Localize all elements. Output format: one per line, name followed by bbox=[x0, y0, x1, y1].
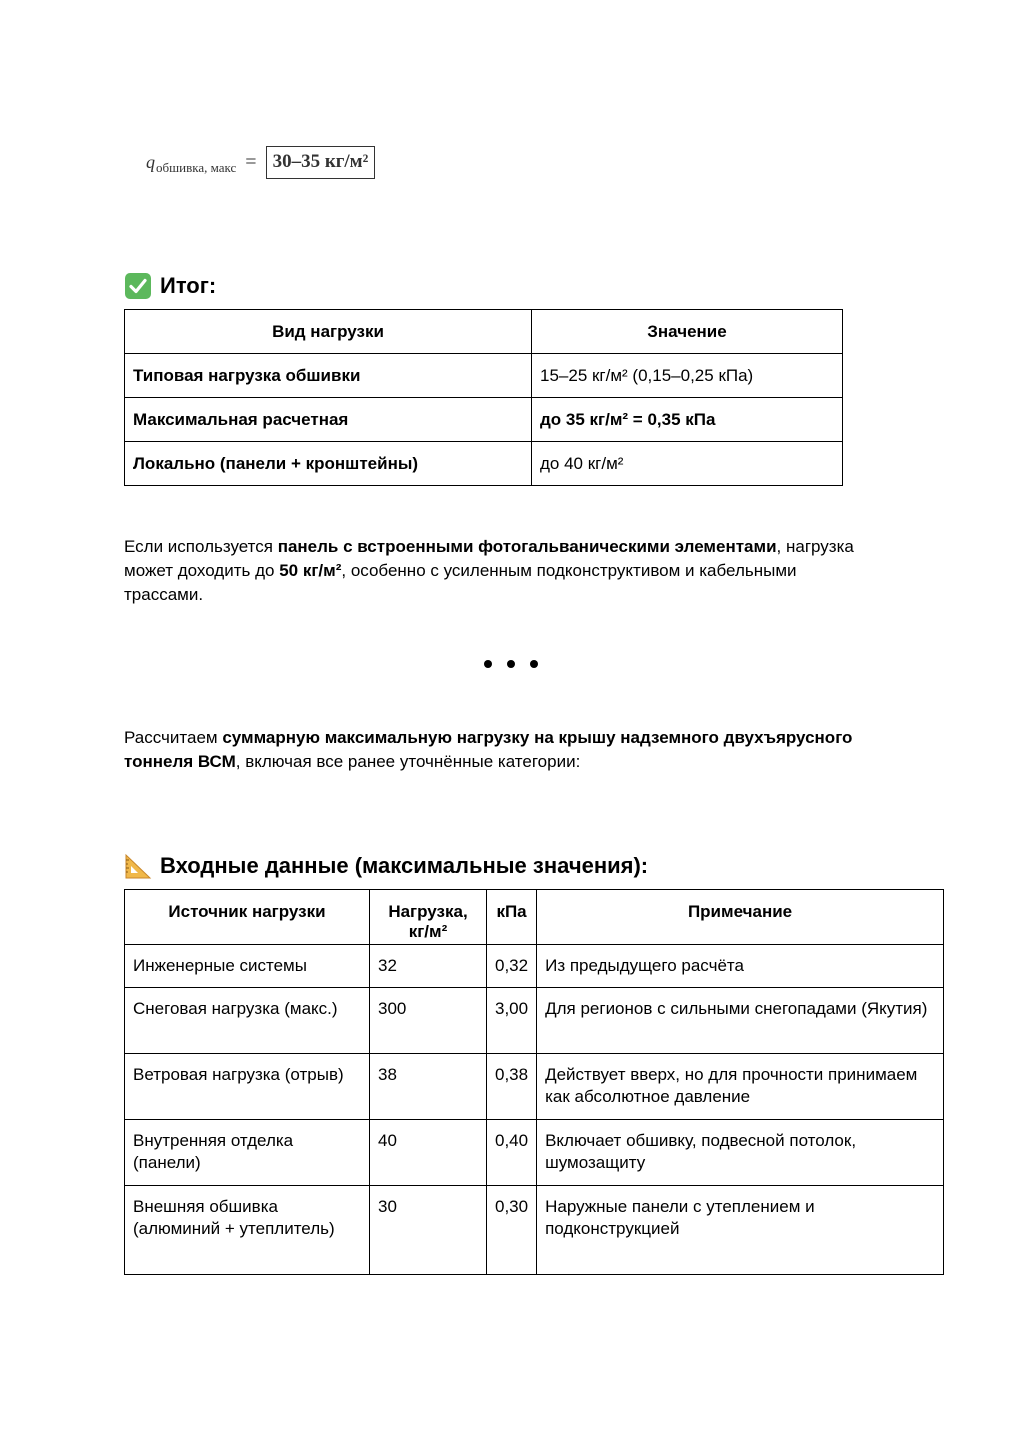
paragraph-calculation-intro bbox=[124, 726, 864, 774]
text: , включая все ранее уточнённые категории: bbox=[235, 752, 581, 771]
table-cell: 30 bbox=[370, 1186, 487, 1275]
dot bbox=[484, 660, 492, 668]
table-cell: Внешняя обшивка (алюминий + утеплитель) bbox=[125, 1186, 370, 1275]
table-cell: Действует вверх, но для прочности принимаем как абсолютное давление bbox=[537, 1054, 944, 1120]
table-header: Нагрузка, кг/м² bbox=[370, 890, 487, 945]
table-header: кПа bbox=[487, 890, 537, 945]
table-row bbox=[125, 442, 843, 486]
formula-equals: = bbox=[245, 151, 257, 173]
triangular-ruler-icon bbox=[124, 852, 152, 880]
table-cell: Локально (панели + кронштейны) bbox=[125, 442, 532, 486]
table-header: Вид нагрузки bbox=[125, 310, 532, 354]
section-separator bbox=[484, 660, 538, 668]
bold-text: суммарную максимальную нагрузку на крышу надземного двухъярусного тоннеля ВСМ bbox=[124, 728, 853, 771]
table-row bbox=[125, 945, 944, 988]
dot bbox=[507, 660, 515, 668]
table-cell: 300 bbox=[370, 988, 487, 1054]
table-cell: Для регионов с сильными снегопадами (Якутия) bbox=[537, 988, 944, 1054]
table-cell: 0,32 bbox=[487, 945, 537, 988]
table-cell: Снеговая нагрузка (макс.) bbox=[125, 988, 370, 1054]
table-cell: 3,00 bbox=[487, 988, 537, 1054]
table-cell: Из предыдущего расчёта bbox=[537, 945, 944, 988]
table-cell: Максимальная расчетная bbox=[125, 398, 532, 442]
formula-symbol: q bbox=[146, 152, 155, 172]
summary-heading bbox=[124, 272, 216, 300]
table-cell: Внутренняя отделка (панели) bbox=[125, 1120, 370, 1186]
table-header: Значение bbox=[532, 310, 843, 354]
bold-text: панель с встроенными фотогальваническими элементами bbox=[277, 537, 777, 556]
table-row bbox=[125, 988, 944, 1054]
table-header-row bbox=[125, 310, 843, 354]
table-cell: Наружные панели с утеплением и подконструкцией bbox=[537, 1186, 944, 1275]
table-cell: Инженерные системы bbox=[125, 945, 370, 988]
summary-title: Итог: bbox=[160, 273, 217, 298]
table-cell: 0,30 bbox=[487, 1186, 537, 1275]
check-mark-icon bbox=[124, 272, 152, 300]
formula-result-box: 30–35 кг/м² bbox=[266, 146, 376, 179]
dot bbox=[530, 660, 538, 668]
table-header-row bbox=[125, 890, 944, 945]
table-cell: 32 bbox=[370, 945, 487, 988]
inputs-heading bbox=[124, 852, 648, 880]
text: , нагрузка может доходить до bbox=[124, 537, 854, 580]
table-cell: Ветровая нагрузка (отрыв) bbox=[125, 1054, 370, 1120]
table-row bbox=[125, 1120, 944, 1186]
summary-table bbox=[124, 309, 843, 486]
table-cell: 38 bbox=[370, 1054, 487, 1120]
table-cell: Включает обшивку, подвесной потолок, шумозащиту bbox=[537, 1120, 944, 1186]
formula-subscript: обшивка, макс bbox=[156, 159, 237, 175]
table-row bbox=[125, 1186, 944, 1275]
table-header: Примечание bbox=[537, 890, 944, 945]
table-cell: 15–25 кг/м² (0,15–0,25 кПа) bbox=[532, 354, 843, 398]
table-row bbox=[125, 1054, 944, 1120]
inputs-table bbox=[124, 889, 944, 1275]
text: Рассчитаем bbox=[124, 728, 223, 747]
table-row bbox=[125, 398, 843, 442]
text: Если используется bbox=[124, 537, 278, 556]
table-header: Источник нагрузки bbox=[125, 890, 370, 945]
table-cell: Типовая нагрузка обшивки bbox=[125, 354, 532, 398]
table-cell: до 40 кг/м² bbox=[532, 442, 843, 486]
paragraph-pv-panels bbox=[124, 535, 864, 607]
bold-text: 50 кг/м² bbox=[279, 561, 342, 580]
table-cell: до 35 кг/м² = 0,35 кПа bbox=[532, 398, 843, 442]
text: , особенно с усиленным подконструктивом и кабельными трассами. bbox=[124, 561, 797, 604]
table-row bbox=[125, 354, 843, 398]
table-cell: 40 bbox=[370, 1120, 487, 1186]
table-cell: 0,38 bbox=[487, 1054, 537, 1120]
formula bbox=[146, 146, 375, 179]
inputs-title: Входные данные (максимальные значения): bbox=[160, 853, 649, 878]
table-cell: 0,40 bbox=[487, 1120, 537, 1186]
